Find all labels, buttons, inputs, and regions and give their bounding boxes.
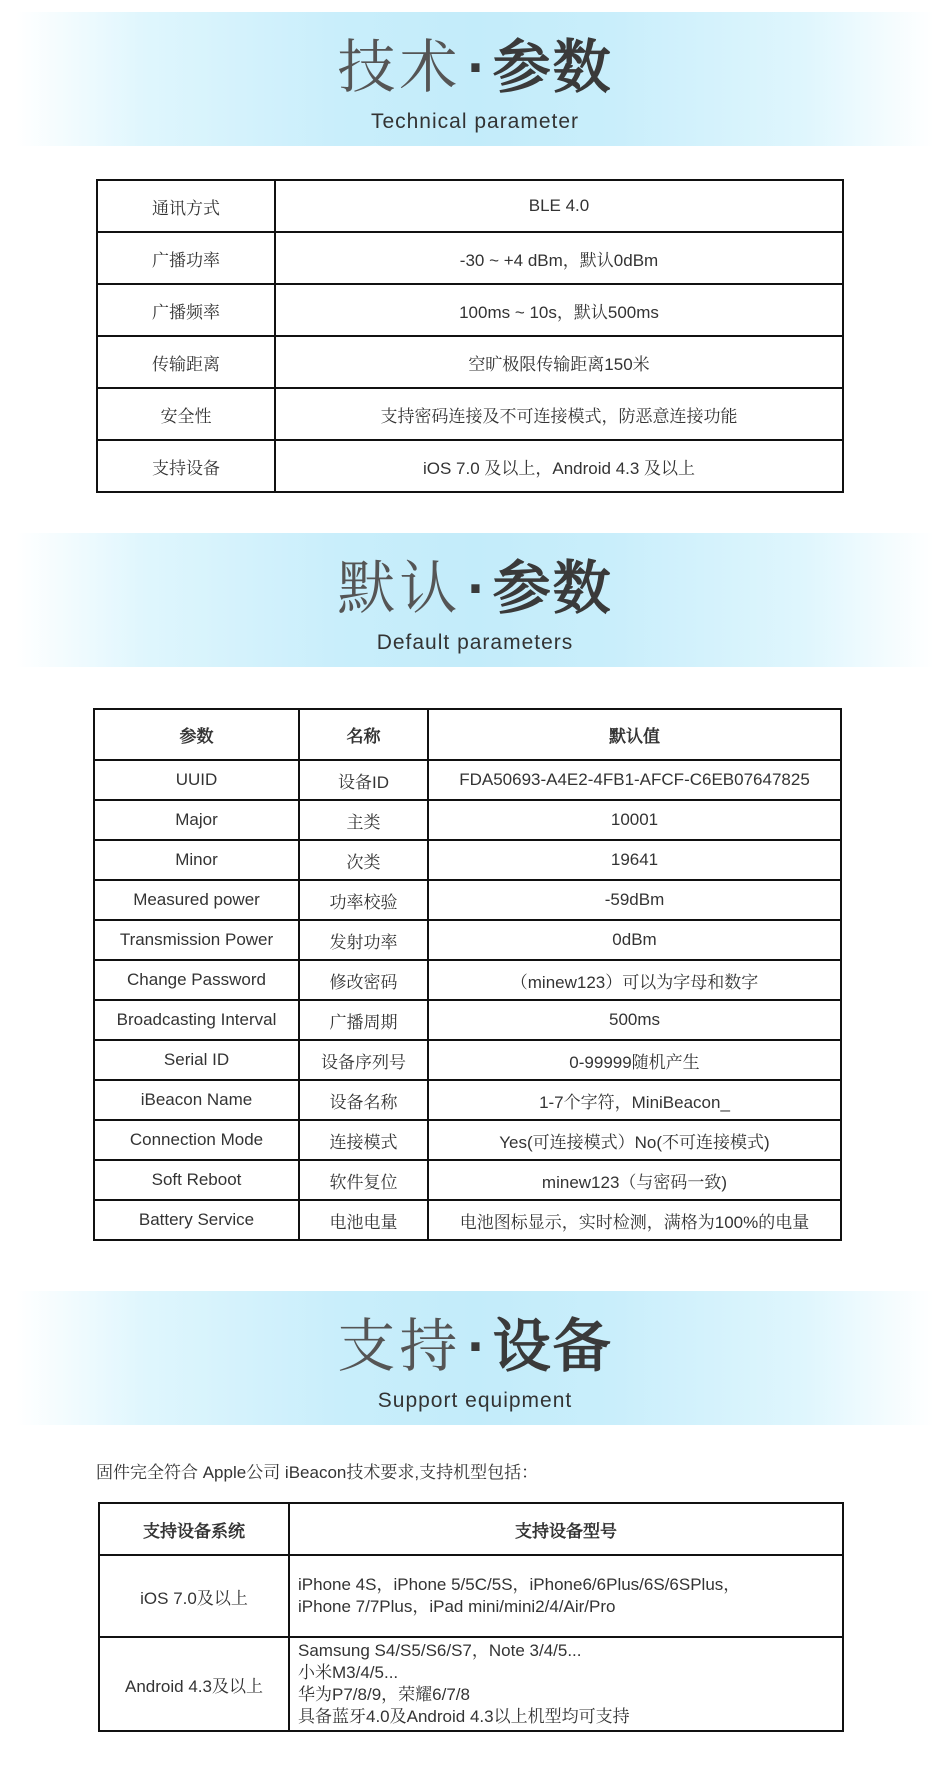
section-subtitle: Support equipment xyxy=(377,1389,573,1412)
table-row xyxy=(94,880,841,920)
title-dot: · xyxy=(467,1314,487,1379)
title-light: 技术 xyxy=(337,35,462,100)
default-parameters-banner xyxy=(16,533,934,667)
column-header: 名称 xyxy=(299,709,428,760)
table-row xyxy=(97,232,843,284)
param-cell: Minor xyxy=(94,840,299,880)
value-cell: 10001 xyxy=(428,800,841,840)
support-intro-text: 固件完全符合 Apple公司 iBeacon技术要求,支持机型包括： xyxy=(96,1463,539,1482)
model-line: 华为P7/8/9，荣耀6/7/8 xyxy=(298,1685,470,1704)
section-title xyxy=(16,555,934,623)
title-light: 默认 xyxy=(337,556,462,621)
param-cell: Change Password xyxy=(94,960,299,1000)
value-cell: 电池图标显示，实时检测，满格为100%的电量 xyxy=(428,1200,841,1240)
table-row xyxy=(97,180,843,232)
table-row xyxy=(94,800,841,840)
table-row xyxy=(94,920,841,960)
table-row xyxy=(97,284,843,336)
section-title xyxy=(16,1313,934,1381)
section-subtitle: Default parameters xyxy=(376,631,574,654)
param-value: 100ms ~ 10s，默认500ms xyxy=(275,284,843,336)
models-cell xyxy=(289,1637,843,1731)
param-value: 支持密码连接及不可连接模式，防恶意连接功能 xyxy=(275,388,843,440)
param-value: 空旷极限传输距离150米 xyxy=(275,336,843,388)
model-line: iPhone 7/7Plus，iPad mini/mini2/4/Air/Pro xyxy=(298,1597,616,1616)
param-label: 支持设备 xyxy=(97,440,275,492)
model-line: Samsung S4/S5/S6/S7，Note 3/4/5... xyxy=(298,1641,582,1660)
value-cell: 1-7个字符，MiniBeacon_ xyxy=(428,1080,841,1120)
default-parameters-table xyxy=(93,708,842,1241)
model-line: 小米M3/4/5... xyxy=(298,1663,399,1682)
param-cell: Measured power xyxy=(94,880,299,920)
support-equipment-banner xyxy=(16,1291,934,1425)
value-cell: 0-99999随机产生 xyxy=(428,1040,841,1080)
param-value: iOS 7.0 及以上，Android 4.3 及以上 xyxy=(275,440,843,492)
param-cell: Serial ID xyxy=(94,1040,299,1080)
param-label: 广播频率 xyxy=(97,284,275,336)
title-bold: 设备 xyxy=(492,1314,613,1379)
param-cell: Battery Service xyxy=(94,1200,299,1240)
value-cell: -59dBm xyxy=(428,880,841,920)
title-bold: 参数 xyxy=(492,556,613,621)
param-value: -30 ~ +4 dBm，默认0dBm xyxy=(275,232,843,284)
table-row xyxy=(94,1200,841,1240)
column-header: 默认值 xyxy=(428,709,841,760)
name-cell: 连接模式 xyxy=(299,1120,428,1160)
value-cell: 19641 xyxy=(428,840,841,880)
table-row xyxy=(94,1120,841,1160)
param-label: 通讯方式 xyxy=(97,180,275,232)
name-cell: 主类 xyxy=(299,800,428,840)
table-row xyxy=(99,1637,843,1731)
name-cell: 功率校验 xyxy=(299,880,428,920)
param-cell: Broadcasting Interval xyxy=(94,1000,299,1040)
param-cell: iBeacon Name xyxy=(94,1080,299,1120)
system-cell: Android 4.3及以上 xyxy=(99,1637,289,1731)
name-cell: 设备ID xyxy=(299,760,428,800)
value-cell: FDA50693-A4E2-4FB1-AFCF-C6EB07647825 xyxy=(428,760,841,800)
support-equipment-table xyxy=(98,1502,844,1732)
table-header-row xyxy=(94,709,841,760)
table-row xyxy=(99,1555,843,1637)
model-line: 具备蓝牙4.0及Android 4.3以上机型均可支持 xyxy=(298,1707,630,1726)
value-cell: 0dBm xyxy=(428,920,841,960)
name-cell: 设备名称 xyxy=(299,1080,428,1120)
name-cell: 次类 xyxy=(299,840,428,880)
system-cell: iOS 7.0及以上 xyxy=(99,1555,289,1637)
param-cell: Transmission Power xyxy=(94,920,299,960)
title-dot: · xyxy=(467,35,487,100)
param-value: BLE 4.0 xyxy=(275,180,843,232)
table-row xyxy=(97,336,843,388)
models-cell xyxy=(289,1555,843,1637)
name-cell: 电池电量 xyxy=(299,1200,428,1240)
table-row xyxy=(94,1000,841,1040)
param-cell: Connection Mode xyxy=(94,1120,299,1160)
model-line: iPhone 4S，iPhone 5/5C/5S，iPhone6/6Plus/6S/6SPlus， xyxy=(298,1575,741,1594)
title-light: 支持 xyxy=(337,1314,462,1379)
table-row xyxy=(94,840,841,880)
table-row xyxy=(94,1160,841,1200)
table-row xyxy=(94,1080,841,1120)
column-header: 参数 xyxy=(94,709,299,760)
value-cell: minew123（与密码一致) xyxy=(428,1160,841,1200)
param-label: 广播功率 xyxy=(97,232,275,284)
technical-parameter-banner xyxy=(16,12,934,146)
name-cell: 修改密码 xyxy=(299,960,428,1000)
column-header: 支持设备系统 xyxy=(99,1503,289,1555)
table-row xyxy=(97,388,843,440)
name-cell: 发射功率 xyxy=(299,920,428,960)
table-header-row xyxy=(99,1503,843,1555)
param-cell: UUID xyxy=(94,760,299,800)
name-cell: 广播周期 xyxy=(299,1000,428,1040)
param-label: 安全性 xyxy=(97,388,275,440)
title-dot: · xyxy=(467,556,487,621)
value-cell: Yes(可连接模式）No(不可连接模式) xyxy=(428,1120,841,1160)
param-label: 传输距离 xyxy=(97,336,275,388)
column-header: 支持设备型号 xyxy=(289,1503,843,1555)
table-row xyxy=(97,440,843,492)
section-subtitle: Technical parameter xyxy=(370,110,580,133)
param-cell: Major xyxy=(94,800,299,840)
value-cell: 500ms xyxy=(428,1000,841,1040)
param-cell: Soft Reboot xyxy=(94,1160,299,1200)
value-cell: （minew123）可以为字母和数字 xyxy=(428,960,841,1000)
table-row xyxy=(94,760,841,800)
name-cell: 设备序列号 xyxy=(299,1040,428,1080)
name-cell: 软件复位 xyxy=(299,1160,428,1200)
title-bold: 参数 xyxy=(492,35,613,100)
table-row xyxy=(94,1040,841,1080)
table-row xyxy=(94,960,841,1000)
technical-parameter-table xyxy=(96,179,844,493)
section-title xyxy=(16,34,934,102)
